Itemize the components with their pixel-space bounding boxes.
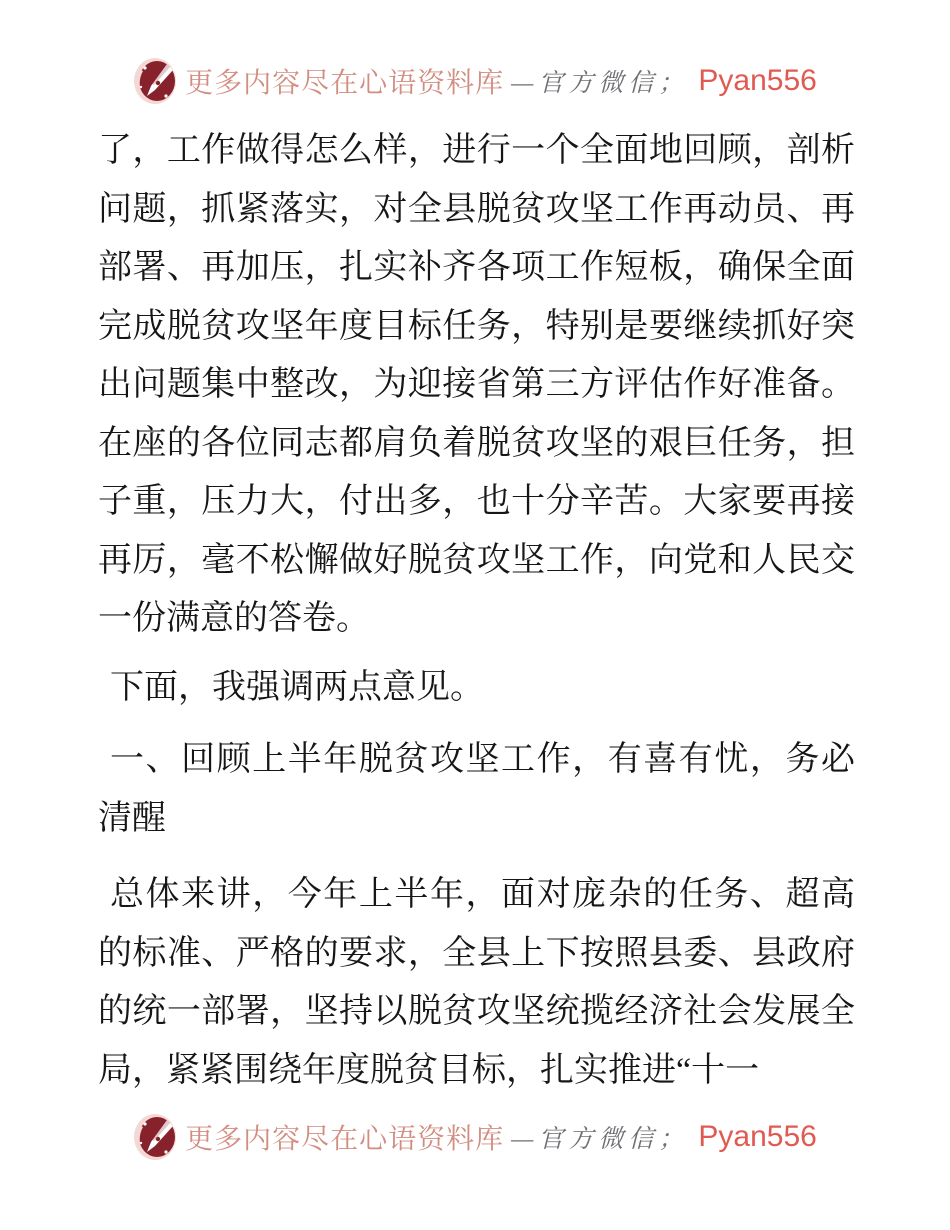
paragraph-1 <box>98 122 855 649</box>
text-line: 的标准、严格的要求，全县上下按照县委、县政府 <box>98 934 855 972</box>
text-line: 再厉，毫不松懈做好脱贫攻坚工作，向党和人民交 <box>98 541 855 579</box>
official-wechat-label: —官方微信； <box>511 70 689 97</box>
paragraph-3-heading <box>98 731 855 848</box>
footer-watermark <box>0 1112 950 1162</box>
text-line: 一份满意的答卷。 <box>98 600 370 637</box>
text-line: 子重，压力大，付出多，也十分辛苦。大家要再接 <box>98 483 855 520</box>
text-line: 总体来讲，今年上半年，面对庞杂的任务、超高 <box>110 876 855 913</box>
text-line: 的统一部署，坚持以脱贫攻坚统揽经济社会发展全 <box>98 993 855 1030</box>
text-line: 部署、再加压，扎实补齐各项工作短板，确保全面 <box>98 249 855 286</box>
paragraph-4 <box>98 866 855 1100</box>
text-line: 问题，抓紧落实，对全县脱贫攻坚工作再动员、再 <box>98 190 855 228</box>
wechat-id: Pyan556 <box>698 64 817 97</box>
text-line: 出问题集中整改，为迎接省第三方评估作好准备。 <box>98 366 855 403</box>
text-line: 在座的各位同志都肩负着脱贫攻坚的艰巨任务，担 <box>98 424 855 462</box>
pen-nib-circle-logo-icon <box>133 1112 178 1162</box>
text-line: 清醒 <box>98 799 166 837</box>
official-wechat-label: —官方微信； <box>511 1126 689 1153</box>
brand-text: 更多内容尽在心语资料库 <box>185 1124 505 1155</box>
text-line: 了，工作做得怎么样，进行一个全面地回顾，剖析 <box>98 132 855 169</box>
text-line: 完成脱贫攻坚年度目标任务，特别是要继续抓好突 <box>98 307 855 345</box>
document-body <box>98 122 855 1100</box>
text-line: 下面，我强调两点意见。 <box>110 668 484 706</box>
brand-text: 更多内容尽在心语资料库 <box>185 68 505 99</box>
wechat-id: Pyan556 <box>698 1120 817 1153</box>
paragraph-2 <box>98 659 855 718</box>
text-line: 局，紧紧围绕年度脱贫目标，扎实推进“十一 <box>98 1051 760 1089</box>
pen-nib-circle-logo-icon <box>133 56 178 106</box>
text-line: 一、回顾上半年脱贫攻坚工作，有喜有忧，务必 <box>110 741 855 778</box>
header-watermark <box>0 56 950 106</box>
